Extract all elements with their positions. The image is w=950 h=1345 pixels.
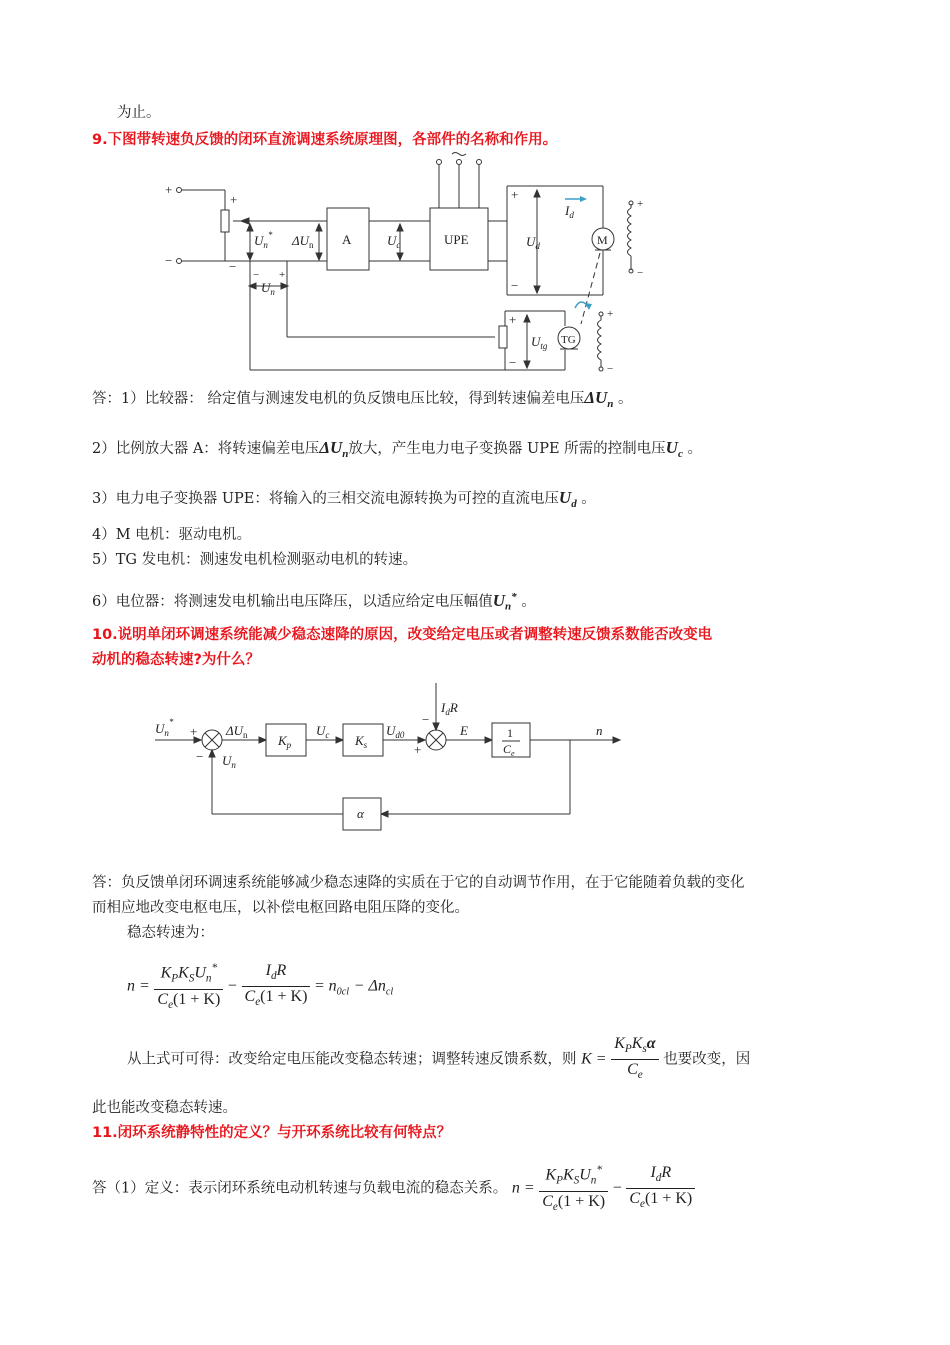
bd-ce-label: $C_e$ bbox=[503, 742, 515, 758]
un-feedback-label: $U_n$ bbox=[261, 280, 275, 297]
tg-coil-plus-label: + bbox=[607, 308, 614, 320]
answer-9-line-5: 5）TG 发电机：测速发电机检测驱动电机的转速。 bbox=[92, 552, 418, 568]
tg-box-plus-label: + bbox=[509, 312, 517, 327]
bd-ks-label: $K_s$ bbox=[355, 733, 368, 750]
answer-9-line-6: 6）电位器：将测速发电机输出电压降压，以适应给定电压幅值$U_n^*$ 。 bbox=[92, 590, 536, 613]
bd-summer1-plus: + bbox=[190, 724, 198, 739]
bd-ud0-label: $U_{d0}$ bbox=[386, 723, 405, 740]
answer-11-line-1: 答（1）定义：表示闭环系统电动机转速与负载电流的稳态关系。 n = $\frac{K_PK_SU_n^*}{C_e(1 + K)}$ − $\frac{I_dR}{C_e(1 + K)}$ bbox=[92, 1160, 695, 1217]
feedback-plus-label: + bbox=[279, 269, 286, 281]
bd-un-label: $U_n$ bbox=[222, 753, 236, 770]
tg-coil-minus-label: − bbox=[607, 363, 614, 375]
bd-uc-label: $U_c$ bbox=[316, 723, 330, 740]
bd-e-label: E bbox=[460, 723, 468, 738]
delta-un-label: $\Delta U_n$ bbox=[292, 233, 314, 250]
bd-summer2-plus: + bbox=[414, 742, 422, 757]
bd-one-label: 1 bbox=[507, 726, 513, 740]
un-star-label: $U_n^*$ bbox=[254, 230, 273, 250]
bd-summer2-minus: − bbox=[422, 712, 430, 727]
bd-alpha-label: α bbox=[357, 806, 364, 821]
bd-delta-un-label: $\Delta U_n$ bbox=[226, 723, 248, 740]
answer-9-line-3: 3）电力电子变换器 UPE：将输入的三相交流电源转换为可控的直流电压$U_d$ 。 bbox=[92, 488, 596, 510]
answer-9-line-4: 4）M 电机：驱动电机。 bbox=[92, 527, 252, 543]
question-11-heading: 11.闭环系统静特性的定义？与开环系统比较有何特点？ bbox=[92, 1125, 452, 1141]
paragraph-end-text: 为止。 bbox=[117, 105, 161, 121]
answer-9-line-1: 答：1）比较器： 给定值与测速发电机的负反馈电压比较，得到转速偏差电压$\Delta U_n$ 。 bbox=[92, 388, 633, 410]
utg-label: $U_{tg}$ bbox=[531, 334, 548, 351]
bd-summer1-minus: − bbox=[196, 749, 204, 764]
field-plus-label: + bbox=[637, 198, 644, 210]
block-diagram bbox=[150, 678, 630, 828]
closed-loop-schematic-diagram bbox=[155, 150, 644, 378]
bd-input-label: $U_n^*$ bbox=[155, 717, 174, 738]
block-a-label: A bbox=[342, 232, 352, 247]
bd-n-label: n bbox=[596, 723, 603, 738]
answer-9-line-2: 2）比例放大器 A：将转速偏差电压$\Delta U_n$放大，产生电力电子变换器 UPE 所需的控制电压$U_c$ 。 bbox=[92, 438, 702, 460]
motor-label: M bbox=[597, 233, 608, 247]
question-10-heading-line-1: 10.说明单闭环调速系统能减少稳态速降的原因，改变给定电压或者调整转速反馈系数能否改变电 bbox=[92, 627, 713, 643]
steady-speed-equation: n = $\frac{K_PK_SU_n^*}{C_e(1 + K)}$ − $\frac{I_dR}{C_e(1 + K)}$ = $n_{0cl} - \Delta n_{cl}$ bbox=[127, 958, 393, 1015]
answer-10-line-2: 而相应地改变电枢电压，以补偿电枢回路电阻压降的变化。 bbox=[92, 900, 469, 916]
answer-10-line-3: 稳态转速为： bbox=[127, 925, 214, 941]
input-minus-label: − bbox=[165, 253, 173, 268]
tg-label: TG bbox=[561, 334, 576, 346]
answer-10-line-5: 此也能改变稳态转速。 bbox=[92, 1100, 237, 1116]
answer-10-line-4: 从上式可可得：改变给定电压能改变稳态转速；调整转速反馈系数，则 K = $\frac{K_PK_s\alpha}{C_e}$ 也要改变，因 bbox=[127, 1034, 750, 1085]
answer-10-line-1: 答：负反馈单闭环调速系统能够减少稳态速降的实质在于它的自动调节作用，在于它能随着负载的变化 bbox=[92, 875, 745, 891]
id-label: $I_d$ bbox=[565, 203, 574, 220]
field-minus-label: − bbox=[637, 267, 644, 279]
feedback-minus-label: − bbox=[253, 269, 260, 281]
tg-box-minus-label: − bbox=[509, 355, 517, 370]
pot-plus-label: + bbox=[230, 192, 238, 207]
bd-idr-label: $I_dR$ bbox=[441, 700, 458, 717]
input-plus-label: + bbox=[165, 182, 173, 197]
uc-label: $U_c$ bbox=[387, 233, 401, 250]
upe-out-plus-label: + bbox=[511, 187, 519, 202]
question-9-heading: 9.下图带转速负反馈的闭环直流调速系统原理图，各部件的名称和作用。 bbox=[92, 132, 558, 148]
ud-label: $U_d$ bbox=[526, 234, 540, 251]
pot-minus-label: − bbox=[229, 259, 237, 274]
bd-kp-label: $K_p$ bbox=[278, 733, 292, 750]
block-upe-label: UPE bbox=[444, 232, 469, 247]
upe-out-minus-label: − bbox=[511, 278, 519, 293]
question-10-heading-line-2: 动机的稳态转速?为什么？ bbox=[92, 652, 260, 668]
